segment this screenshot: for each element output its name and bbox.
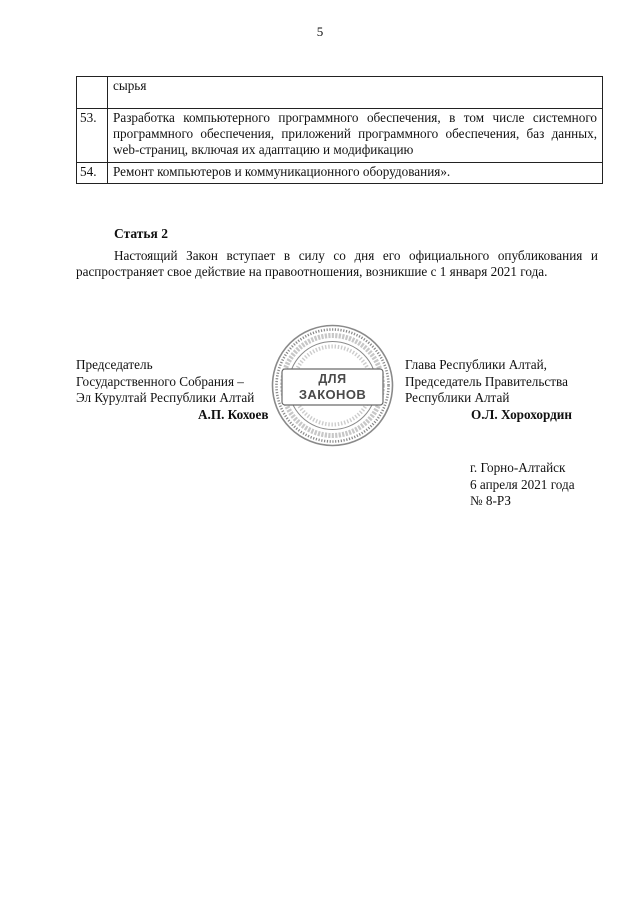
activities-table (76, 76, 603, 184)
row-text: сырья (108, 77, 603, 109)
seal-text-top: ДЛЯ (318, 372, 347, 386)
signing-date: 6 апреля 2021 года (470, 476, 575, 492)
law-number: № 8-РЗ (470, 493, 511, 508)
table-row (77, 109, 603, 163)
signer-title-line: Глава Республики Алтай, (405, 357, 547, 372)
place-date-block (470, 460, 575, 510)
signer-title-line: Государственного Собрания – (76, 373, 244, 389)
article-text: Настоящий Закон вступает в силу со дня его официального опубликования и распространяет свое действие на правоотношения, возникшие с 1 января 2021 года. (76, 248, 598, 280)
row-text: Разработка компьютерного программного обеспечения, в том числе системного программного обеспечения, приложений программного обеспечения, баз данных, web-страниц, включая их адаптацию и модификацию (108, 109, 603, 163)
signer-title-line: Председатель Правительства (405, 373, 568, 389)
seal-text-bottom: ЗАКОНОВ (298, 387, 367, 402)
signing-place: г. Горно-Алтайск (470, 460, 566, 475)
table-row (77, 77, 603, 109)
row-text: Ремонт компьютеров и коммуникационного оборудования». (108, 162, 603, 183)
page-number: 5 (316, 24, 324, 39)
row-number: 53. (77, 109, 108, 163)
signature-block-left (76, 357, 269, 422)
row-number: 54. (77, 162, 108, 183)
row-number (77, 77, 108, 109)
article-title: Статья 2 (114, 226, 168, 241)
official-seal (270, 323, 395, 448)
signature-block-right (405, 357, 572, 422)
signer-title-line: Республики Алтай (405, 390, 510, 405)
signer-title-line: Эл Курултай Республики Алтай (76, 390, 255, 405)
table-row (77, 162, 603, 183)
signer-name: А.П. Кохоев (198, 407, 269, 422)
signer-title-line: Председатель (76, 357, 153, 372)
signer-name: О.Л. Хорохордин (471, 407, 572, 422)
